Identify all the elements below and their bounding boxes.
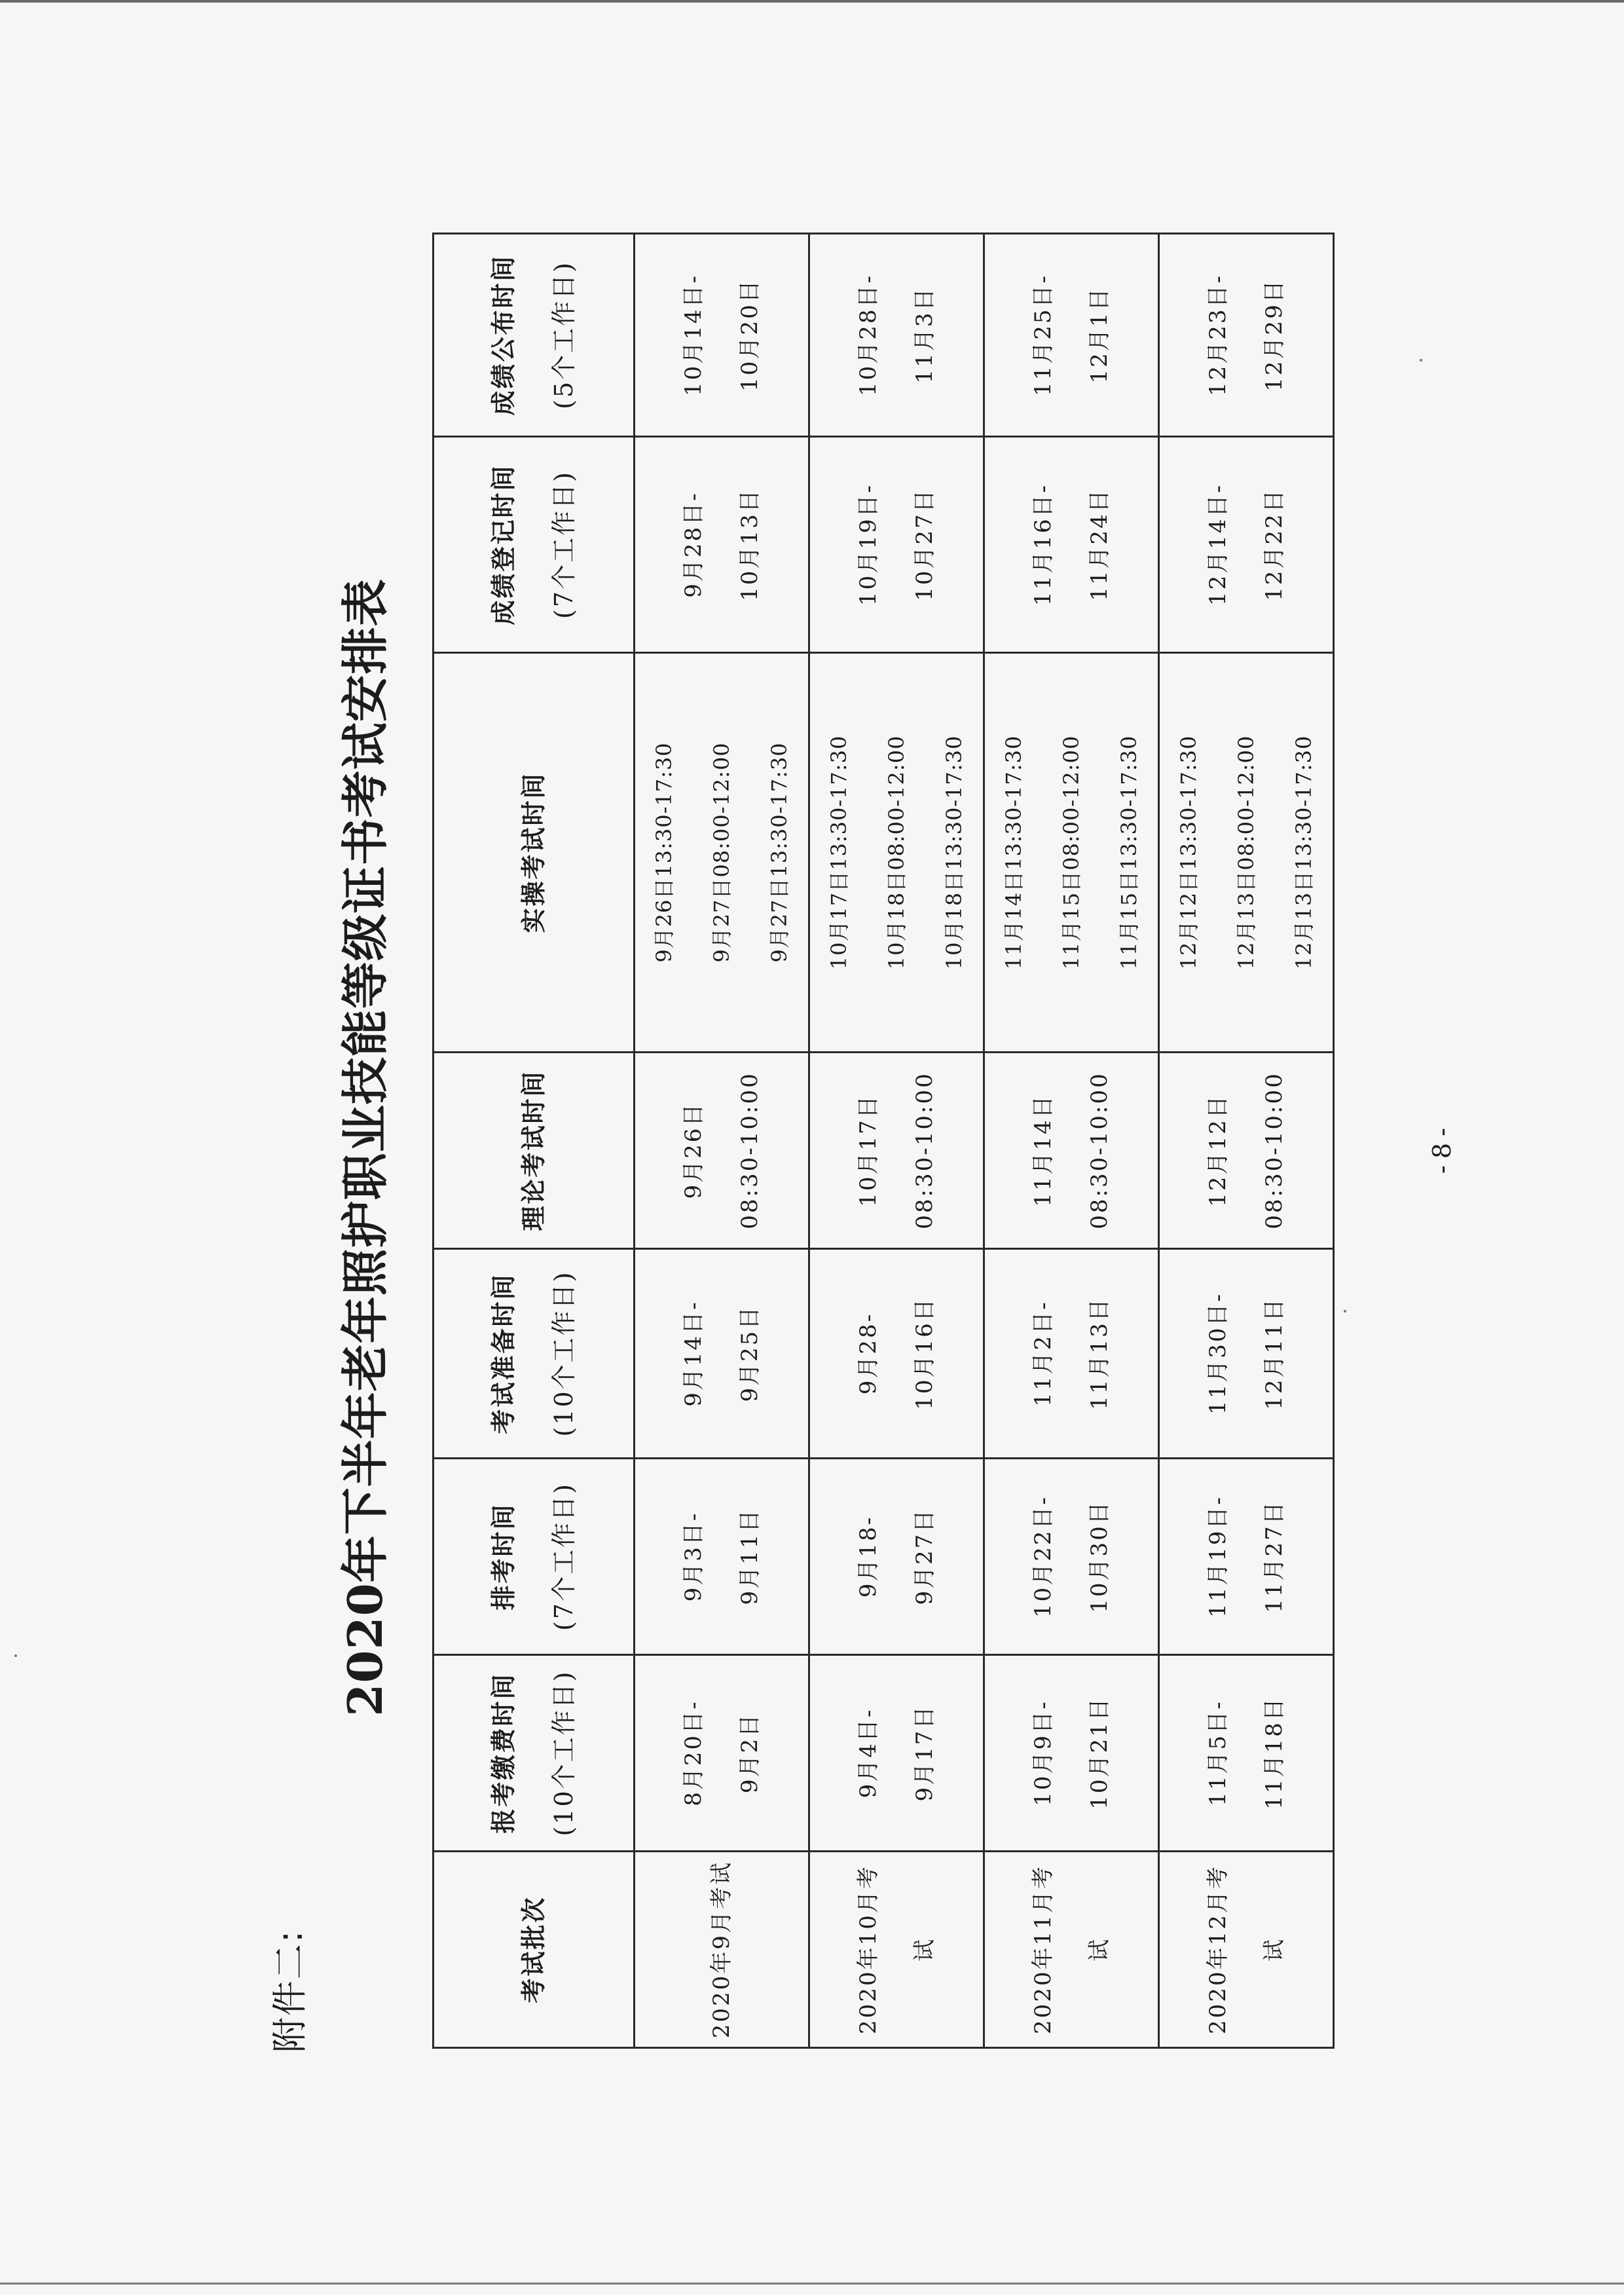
page-number: -8-	[1428, 1121, 1456, 1174]
grading-cell: 11月16日- 11月24日	[984, 437, 1159, 653]
header-grading: 成绩登记时间 (7个工作日)	[434, 437, 635, 653]
prepare-cell: 9月14日- 9月25日	[635, 1249, 809, 1459]
practice-cell: 9月26日13:30-17:30 9月27日08:00-12:00 9月27日13:30-17:30	[635, 653, 809, 1053]
prepare-cell: 11月30日- 12月11日	[1159, 1249, 1334, 1459]
publish-cell: 12月23日- 12月29日	[1159, 234, 1334, 437]
practice-cell: 11月14日13:30-17:30 11月15日08:00-12:00 11月15日13:30-17:30	[984, 653, 1159, 1053]
register-cell: 10月9日- 10月21日	[984, 1655, 1159, 1852]
document-title: 2020年下半年老年照护职业技能等级证书考试安排表	[337, 578, 393, 1717]
arrange-cell: 9月3日- 9月11日	[635, 1459, 809, 1655]
header-arrange: 排考时间 (7个工作日)	[434, 1459, 635, 1655]
grading-cell: 12月14日- 12月22日	[1159, 437, 1334, 653]
table-row	[1159, 234, 1334, 2048]
prepare-cell: 11月2日- 11月13日	[984, 1249, 1159, 1459]
publish-cell: 10月28日- 11月3日	[809, 234, 984, 437]
header-prepare: 考试准备时间 (10个工作日)	[434, 1249, 635, 1459]
table-row	[809, 234, 984, 2048]
header-register: 报考缴费时间 (10个工作日)	[434, 1655, 635, 1852]
publish-cell: 11月25日- 12月1日	[984, 234, 1159, 437]
header-publish: 成绩公布时间 (5个工作日)	[434, 234, 635, 437]
register-cell: 8月20日- 9月2日	[635, 1655, 809, 1852]
publish-cell: 10月14日- 10月20日	[635, 234, 809, 437]
batch-cell: 2020年10月考试	[809, 1852, 984, 2048]
batch-cell: 2020年12月考试	[1159, 1852, 1334, 2048]
header-practice: 实操考试时间	[434, 653, 635, 1053]
prepare-cell: 9月28- 10月16日	[809, 1249, 984, 1459]
table-header-row	[434, 234, 635, 2048]
exam-schedule-table	[432, 233, 1335, 2049]
theory-cell: 10月17日 08:30-10:00	[809, 1053, 984, 1249]
arrange-cell: 10月22日- 10月30日	[984, 1459, 1159, 1655]
practice-cell: 10月17日13:30-17:30 10月18日08:00-12:00 10月18日13:30-17:30	[809, 653, 984, 1053]
header-theory: 理论考试时间	[434, 1053, 635, 1249]
batch-cell: 2020年9月考试	[635, 1852, 809, 2048]
arrange-cell: 11月19日- 11月27日	[1159, 1459, 1334, 1655]
theory-cell: 11月14日 08:30-10:00	[984, 1053, 1159, 1249]
register-cell: 9月4日- 9月17日	[809, 1655, 984, 1852]
grading-cell: 10月19日- 10月27日	[809, 437, 984, 653]
theory-cell: 12月12日 08:30-10:00	[1159, 1053, 1334, 1249]
attachment-label: 附件二:	[269, 1929, 310, 2053]
header-batch: 考试批次	[434, 1852, 635, 2048]
table-row	[984, 234, 1159, 2048]
practice-cell: 12月12日13:30-17:30 12月13日08:00-12:00 12月13日13:30-17:30	[1159, 653, 1334, 1053]
register-cell: 11月5日- 11月18日	[1159, 1655, 1334, 1852]
table-row	[635, 234, 809, 2048]
grading-cell: 9月28日- 10月13日	[635, 437, 809, 653]
batch-cell: 2020年11月考试	[984, 1852, 1159, 2048]
arrange-cell: 9月18- 9月27日	[809, 1459, 984, 1655]
theory-cell: 9月26日 08:30-10:00	[635, 1053, 809, 1249]
